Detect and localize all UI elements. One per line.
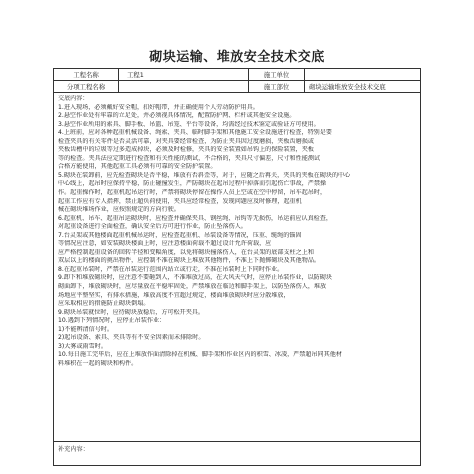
dept-value: 砌块运输堆放安全技术交底 bbox=[304, 81, 422, 92]
page-title: 砌块运输、堆放安全技术交底 bbox=[149, 50, 325, 65]
content-line: 料堆积在一起的砌块和构件。 bbox=[58, 359, 138, 367]
header-row-subproject bbox=[54, 81, 420, 93]
content-line: 应严格控制起重设备的回转半径和变幅角度，以免将砌块撞落伤人，在台灵架的底部支柱之上和 bbox=[58, 248, 314, 256]
content-line: 夹板齿槽中的垃圾等过多造成掉块，必须及时检修，夹具的安全装置如吊钩上的保险装置，夹板 bbox=[58, 146, 314, 154]
disclosure-content bbox=[54, 93, 420, 442]
content-line: 双层以上的楼面的挑出物件，应控制不准在砌块上堆放其他物件，不准上下抛掷砌块及其他物品。 bbox=[58, 257, 321, 265]
project-value: 工程1 bbox=[118, 69, 248, 80]
content-line: 作。起重操作时，起重机起吊运行时，严禁将砌块停留在操作人员上空或在空中停留，吊车起吊时， bbox=[58, 189, 327, 197]
content-lines bbox=[58, 104, 416, 369]
dept-label: 施工部位 bbox=[248, 81, 304, 92]
content-line: 械在砌块堆场作业，应按照规定的方向行驶。 bbox=[58, 206, 180, 214]
content-line: 等的检查。夹具法应定期进行检查和有关性能的测试，不合格的，夹具尺寸偏差，尺寸和性能测试 bbox=[58, 154, 321, 162]
content-line: 3.悬空作业所用的索具、脚手板、吊篮、吊笼、平台等设备，均需经过技术鉴定或验证方可使用。 bbox=[58, 120, 320, 128]
content-line: 合格方能使用，其他起重工具必须有可靠的安全防护装置。 bbox=[58, 163, 217, 171]
content-heading: 交底内容： bbox=[58, 95, 89, 102]
content-line: 1.进入现场，必须戴好安全帽，扣好帽带，并正确使用个人劳动防护用具。 bbox=[58, 103, 259, 111]
content-line: 检查夹具的有关零件是否灵活可靠，对夹具要经常检查，为防止夹具因过度磨损，夹板齿磨损或 bbox=[58, 137, 314, 145]
content-line: 5.砌块在装卸前，应先检查砌块是否平稳，堆放有否斜歪等，对于，应随之后再关，夹具的夹板在砌块的中心 bbox=[58, 171, 351, 179]
supplement-section bbox=[54, 442, 420, 465]
content-line: 2.悬空作业处有牢靠的立足处，并必须视具体情况，配置防护网、栏杆或其他安全设施。 bbox=[58, 112, 296, 120]
content-line: 1)不能辨清信号时。 bbox=[58, 325, 114, 333]
content-line: 9.砌块吊装就位时，应待砌块放稳后，方可松开夹具。 bbox=[58, 308, 204, 316]
content-line: 场地应平整坚实，有排水措施，堆放高度不宜超过规定，楼面堆放砌块时应分散堆放， bbox=[58, 291, 290, 299]
content-line: 9.卸下和堆放砌块时，应注意不要砸到人，不准堆放过高，在大风天气时，应停止吊装作业，以防砌块 bbox=[58, 274, 332, 282]
content-line: 应采取相应的措施防止砌块倒塌。 bbox=[58, 300, 150, 308]
content-line: 8.在起重吊装时，严禁在吊装运行范围内站立或行走，不准在吊装时上下同时作业。 bbox=[58, 265, 284, 273]
content-line: 2)起吊设备、索具、夹具等有不安全因素而未排除时。 bbox=[58, 334, 205, 342]
project-label: 工程名称 bbox=[73, 71, 99, 79]
content-line: 中心线上，起吊时应保持平稳，防止碰撞发生，严防砌块在起吊过程中掉落而引起伤亡事故，严禁操 bbox=[58, 180, 327, 188]
content-line: 10.每日施工完毕后，应在上堆放作面清除掉在机械、脚手架和作业区内的积雪、冰凌，严禁超吊同其他材 bbox=[58, 351, 342, 359]
header-row-project bbox=[54, 69, 420, 81]
supplement-label: 补充内容： bbox=[58, 446, 89, 453]
content-line: 7.台灵架或其他楼面起重机械吊运时，应检查起重机、吊装设备等情况，压重、缆绳的锚固 bbox=[58, 231, 302, 239]
content-line: 3)大雾或雨雪时。 bbox=[58, 342, 107, 350]
content-line: 6.起重机、吊车、起重吊运砌块时，应检查并确保夹具、钢丝绳、吊钩等无损伤，吊运前应认真检查， bbox=[58, 214, 332, 222]
content-line: 砌面卸下，堆放砌块时，应尽量放在平稳牢固处，严禁堆放在临边和脚手架上，以防坠落伤人，堆放 bbox=[58, 283, 327, 291]
content-line: 10.遇到下列情况时，应停止吊装作业： bbox=[58, 317, 166, 325]
unit-label: 施工单位 bbox=[248, 69, 304, 80]
unit-value bbox=[304, 69, 422, 80]
content-line: 对起重设备进行全面检查，确认安全后方可进行作业，防止坠落伤人。 bbox=[58, 223, 247, 231]
content-line: 起重工作应有专人指挥，禁止超负荷使用，夹具应经常检查，发现问题应及时修理，起重机 bbox=[58, 197, 302, 205]
content-line: 4.上班前，应对各种起重机械设备、绳索、夹具、临时脚手架和其他施工安全设施进行检查，特别是要 bbox=[58, 129, 332, 137]
disclosure-form bbox=[53, 68, 421, 466]
subproject-value bbox=[118, 81, 248, 92]
content-line: 等情况应注意，如安装砌块楼面上时，应注意楼面荷载不超过设计允许荷载，应 bbox=[58, 240, 272, 248]
subproject-label: 分项工程名称 bbox=[66, 83, 106, 91]
